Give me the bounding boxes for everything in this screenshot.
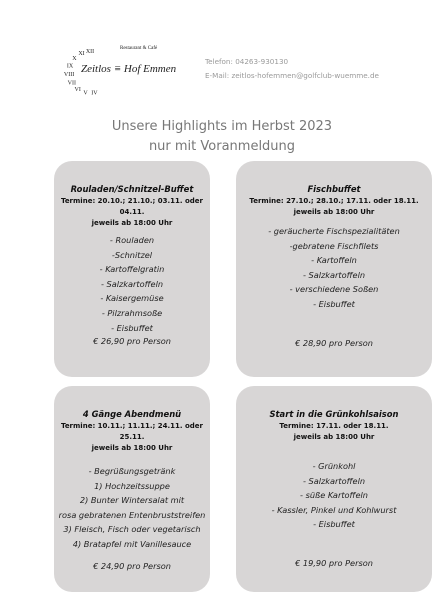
list-item: - Eisbuffet: [313, 298, 355, 309]
card-items: [54, 464, 210, 552]
clock-numeral: VIII: [63, 72, 75, 79]
card-items: [54, 233, 210, 335]
list-item: - Kaisergemüse: [100, 293, 164, 304]
clock-numeral: XI: [78, 50, 85, 57]
card-4-gaenge-abendmenue: [54, 386, 210, 592]
card-time-line: jeweils ab 18:00 Uhr: [293, 433, 375, 441]
card-title: 4 Gänge Abendmenü: [82, 409, 182, 419]
clock-numeral: X: [72, 55, 77, 62]
logo-tagline: Restaurant & Café: [120, 46, 158, 51]
card-dates: [236, 421, 432, 443]
list-item: - Eisbuffet: [111, 322, 153, 333]
list-item: 3) Fleisch, Fisch oder vegetarisch: [63, 524, 201, 535]
card-title: Rouladen/Schnitzel-Buffet: [70, 184, 194, 194]
list-item: - Salzkartoffeln: [100, 278, 164, 289]
card-time-line: jeweils ab 18:00 Uhr: [91, 219, 173, 227]
clock-numeral: VII: [67, 80, 76, 87]
card-rouladen-schnitzel-buffet: [54, 161, 210, 377]
card-dates: [54, 421, 210, 454]
list-item: - Grünkohl: [312, 461, 356, 471]
title-line-1: Unsere Highlights im Herbst 2023: [111, 119, 333, 134]
card-time-line: jeweils ab 18:00 Uhr: [91, 444, 173, 452]
card-dates-line: Termine: 10.11.; 11.11.; 24.11. oder 25.11.: [60, 422, 204, 441]
card-gruenkohlsaison: [236, 386, 432, 592]
clock-numeral: IV: [91, 90, 98, 97]
list-item: - Kassler, Pinkel und Kohlwurst: [271, 504, 397, 515]
card-dates-line: Termine: 17.11. oder 18.11.: [279, 422, 389, 430]
clock-numeral: IX: [66, 63, 74, 70]
card-items: [236, 459, 432, 532]
list-item: -gebratene Fischfilets: [289, 240, 379, 251]
page-title: [0, 117, 444, 157]
card-title: Start in die Grünkohlsaison: [269, 409, 399, 419]
list-item: 4) Bratapfel mit Vanillesauce: [72, 538, 192, 549]
phone-text: Telefon: 04263-930130: [205, 57, 289, 66]
logo-name: Zeitlos ≡ Hof Emmen: [81, 63, 177, 75]
card-dates: [236, 196, 432, 218]
email-text: E-Mail: zeitlos-hofemmen@golfclub-wuemme.de: [205, 71, 379, 80]
card-fischbuffet: [236, 161, 432, 377]
list-item: - Eisbuffet: [313, 519, 355, 530]
contact-info: [205, 55, 379, 83]
list-item: - süße Kartoffeln: [300, 490, 368, 501]
clock-numeral: VI: [74, 87, 81, 93]
list-item: - Kartoffelgratin: [99, 264, 165, 275]
list-item: 1) Hochzeitssuppe: [94, 480, 170, 491]
list-item: - Salzkartoffeln: [302, 269, 366, 280]
list-item: rosa gebratenen Entenbruststreifen: [58, 509, 206, 520]
clock-numeral: XII: [85, 49, 95, 55]
list-item: - Kartoffeln: [311, 255, 357, 266]
restaurant-logo: [60, 44, 190, 104]
list-item: - verschiedene Soßen: [289, 284, 379, 295]
card-price: € 26,90 pro Person: [93, 336, 171, 346]
list-item: -Schnitzel: [111, 249, 153, 260]
list-item: - Salzkartoffeln: [302, 475, 366, 486]
card-price: € 19,90 pro Person: [295, 558, 373, 568]
list-item: 2) Bunter Wintersalat mit: [79, 495, 185, 506]
list-item: - Rouladen: [109, 235, 155, 245]
list-item: - Pilzrahmsoße: [101, 307, 163, 318]
list-item: - geräucherte Fischspezialitäten: [268, 226, 400, 236]
card-price: € 24,90 pro Person: [93, 561, 171, 571]
card-time-line: jeweils ab 18:00 Uhr: [293, 208, 375, 216]
card-dates-line: Termine: 27.10.; 28.10.; 17.11. oder 18.11.: [249, 197, 419, 205]
title-line-2: nur mit Voranmeldung: [148, 139, 296, 154]
clock-numeral: V: [83, 90, 88, 97]
card-dates-line: Termine: 20.10.; 21.10.; 03.11. oder 04.11.: [60, 197, 204, 216]
list-item: - Begrüßungsgetränk: [88, 466, 176, 476]
card-title: Fischbuffet: [307, 184, 361, 194]
card-dates: [54, 196, 210, 229]
card-price: € 28,90 pro Person: [295, 338, 373, 348]
card-items: [236, 224, 432, 312]
